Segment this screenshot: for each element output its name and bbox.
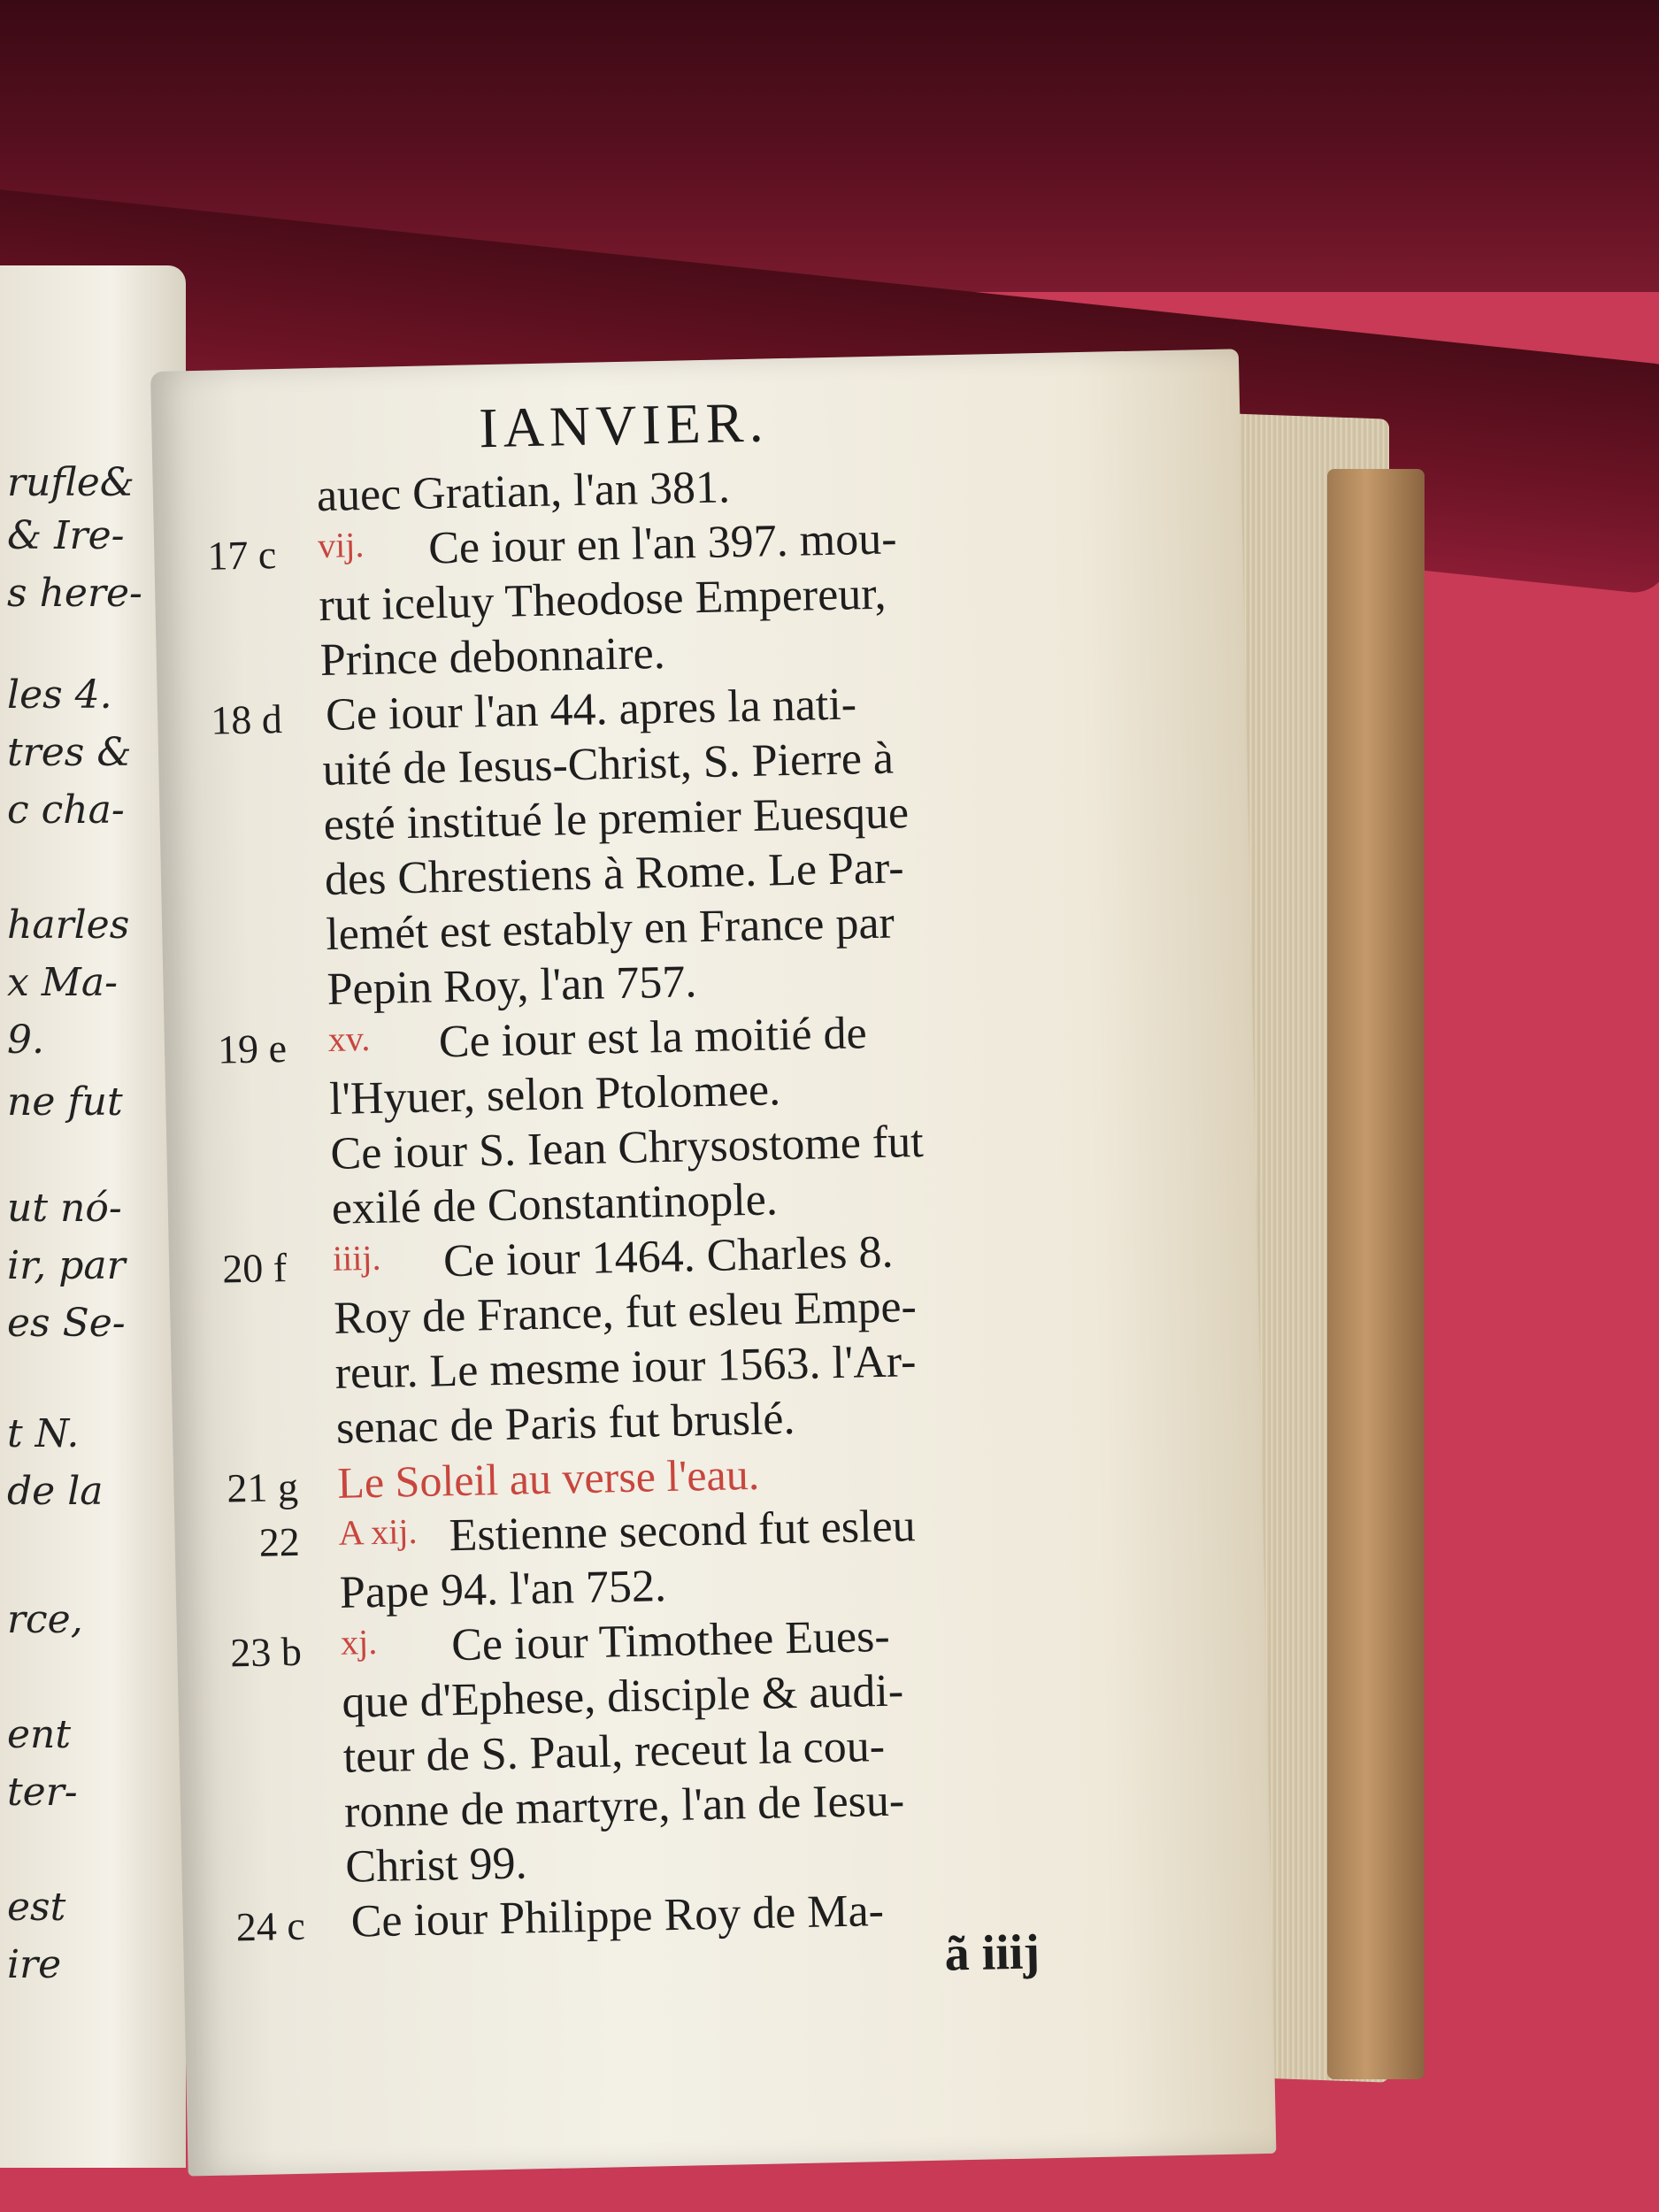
- left-page-fragment: c cha-: [7, 787, 125, 833]
- calendar-text: Prince debonnaire.: [319, 627, 666, 687]
- calendar-text: ronne de martyre, l'an de Iesu-: [343, 1775, 905, 1838]
- calendar-text: des Chrestiens à Rome. Le Par-: [324, 842, 905, 905]
- calendar-text: reur. Le mesme iour 1563. l'Ar-: [334, 1336, 917, 1399]
- left-page-fragment: x Ma-: [7, 960, 118, 1005]
- calendar-text: Pape 94. l'an 752.: [339, 1561, 667, 1618]
- left-page-fragment: ent: [7, 1712, 72, 1757]
- calendar-text: Ce iour S. Iean Chrysostome fut: [329, 1116, 925, 1179]
- rubric-red-text: iiij.: [332, 1237, 381, 1279]
- calendar-text: teur de S. Paul, receut la cou-: [342, 1720, 886, 1783]
- left-page-fragment: rce,: [7, 1597, 83, 1642]
- left-page-fragment: ter-: [7, 1770, 78, 1815]
- running-title: IANVIER.: [478, 390, 770, 460]
- left-page-fragment: ire: [7, 1942, 62, 1987]
- left-page-fragment: es Se-: [7, 1301, 126, 1346]
- calendar-text: Estienne second fut esleu: [449, 1501, 917, 1562]
- calendar-text: Ce iour 1464. Charles 8.: [442, 1226, 894, 1287]
- left-page-fragment: t N.: [7, 1411, 80, 1456]
- left-page-fragment: ir, par: [7, 1243, 126, 1288]
- book-binding: [1327, 469, 1425, 2079]
- rubric-red-text: A xij.: [338, 1510, 418, 1553]
- rubric-red-text: vij.: [317, 524, 365, 566]
- day-number-letter: 22: [258, 1518, 301, 1565]
- rubric-red-text: xv.: [327, 1018, 371, 1059]
- left-page-fragment: & Ire-: [7, 513, 125, 558]
- day-number-letter: 20 f: [221, 1245, 288, 1292]
- rubric-red-text: Le Soleil au verse l'eau.: [336, 1448, 760, 1508]
- calendar-text: uité de Iesus-Christ, S. Pierre à: [321, 733, 895, 796]
- day-number-letter: 17 c: [206, 532, 277, 579]
- calendar-text: rut iceluy Theodose Empereur,: [318, 568, 887, 632]
- calendar-text: senac de Paris fut bruslé.: [335, 1394, 795, 1454]
- left-page-fragment: s here-: [7, 571, 142, 616]
- calendar-page: [150, 349, 1276, 2176]
- day-number-letter: 23 b: [229, 1628, 303, 1676]
- calendar-text: Ce iour Timothee Eues-: [450, 1610, 891, 1671]
- day-number-letter: 19 e: [217, 1025, 288, 1072]
- calendar-text: Ce iour Philippe Roy de Ma-: [350, 1886, 885, 1947]
- left-page-fragment: les 4.: [7, 672, 112, 718]
- left-page-fragment: 9.: [7, 1018, 44, 1063]
- calendar-text: auec Gratian, l'an 381.: [316, 462, 731, 522]
- left-page-fragment: est: [7, 1885, 66, 1930]
- calendar-text: Christ 99.: [344, 1838, 528, 1893]
- left-page-fragment: tres &: [7, 730, 132, 775]
- calendar-text: l'Hyuer, selon Ptolomee.: [328, 1064, 781, 1125]
- left-page-fragment: ne fut: [7, 1079, 123, 1125]
- calendar-text: Pepin Roy, l'an 757.: [326, 956, 697, 1015]
- calendar-text: Roy de France, fut esleu Empe-: [333, 1281, 918, 1344]
- left-page-fragment: rufle&: [7, 460, 134, 505]
- calendar-text: Ce iour est la moitié de: [438, 1008, 868, 1068]
- left-page-fragment: de la: [7, 1469, 104, 1514]
- left-page-fragment: ut nó-: [7, 1186, 122, 1231]
- left-page-fragment: harles: [7, 902, 130, 948]
- day-number-letter: 18 d: [210, 695, 283, 743]
- day-number-letter: 24 c: [235, 1902, 306, 1950]
- calendar-text: que d'Ephese, disciple & audi-: [341, 1665, 904, 1728]
- rubric-red-text: xj.: [340, 1621, 378, 1663]
- signature-mark: ã iiij: [944, 1924, 1041, 1982]
- calendar-text: lemét est estably en France par: [325, 897, 895, 960]
- calendar-text: Ce iour l'an 44. apres la nati-: [325, 679, 857, 741]
- calendar-text: exilé de Constantinople.: [331, 1174, 779, 1234]
- day-number-letter: 21 g: [226, 1463, 299, 1511]
- calendar-text: esté institué le premier Euesque: [323, 787, 910, 851]
- calendar-text: Ce iour en l'an 397. mou-: [427, 513, 898, 574]
